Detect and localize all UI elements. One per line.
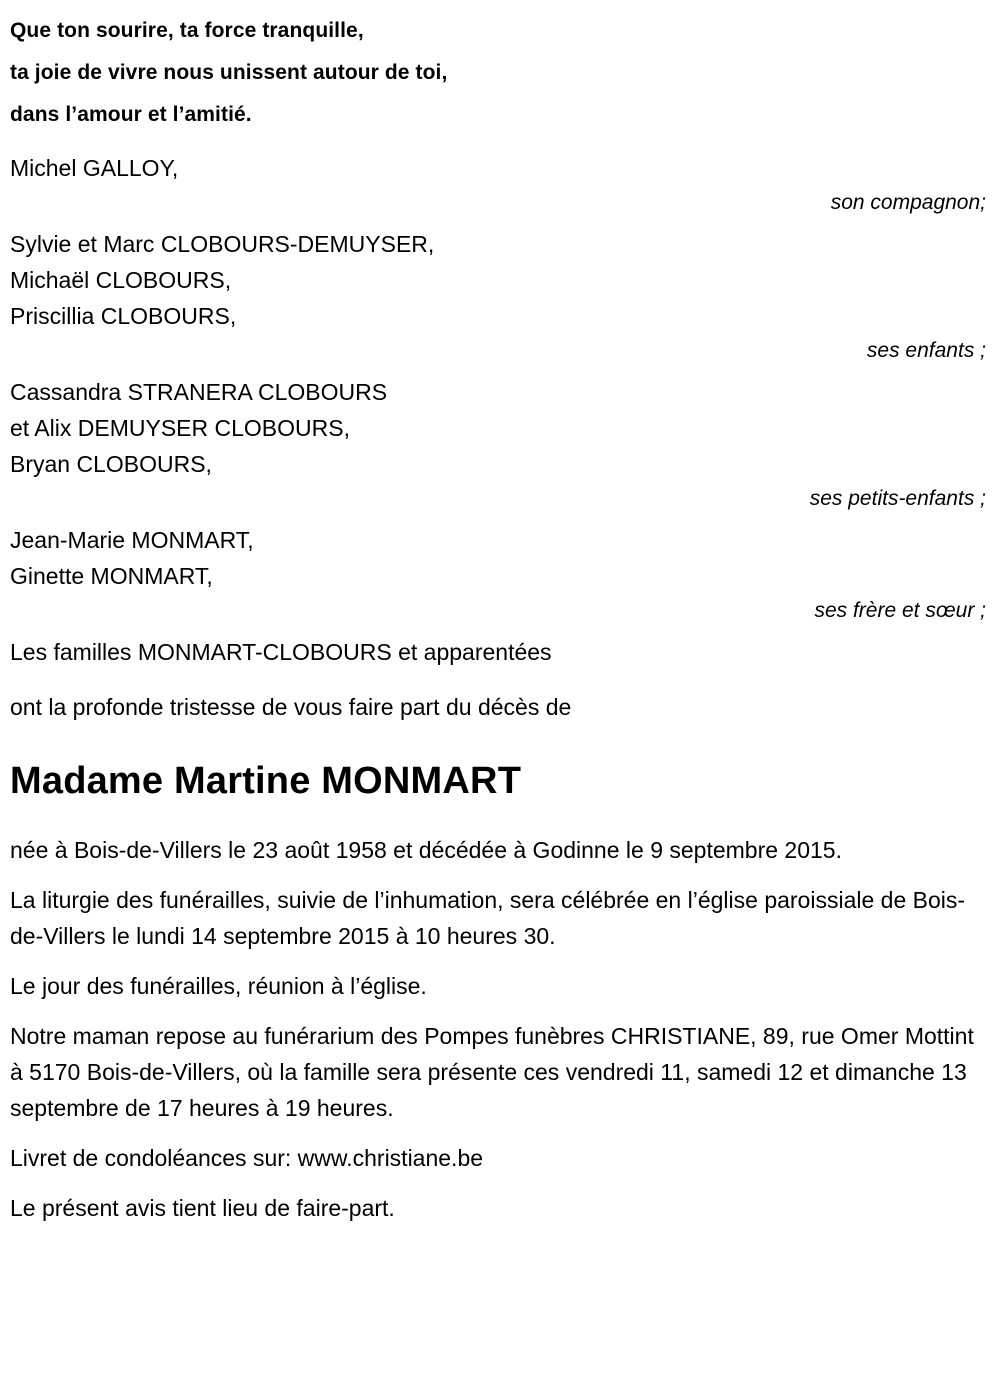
details-block <box>10 832 992 1226</box>
family-group <box>10 226 992 368</box>
relation-label: son compagnon; <box>830 191 986 214</box>
epigraph-line-2: ta joie de vivre nous unissent autour de toi, <box>10 61 448 84</box>
family-name: Cassandra STRANERA CLOBOURS <box>10 379 388 405</box>
family-name: Michel GALLOY, <box>10 155 179 181</box>
family-group <box>10 150 992 220</box>
relation-label: ses enfants ; <box>866 339 986 362</box>
announcement-lead-in: ont la profonde tristesse de vous faire part du décès de <box>10 694 572 720</box>
family-name: Bryan CLOBOURS, <box>10 451 212 477</box>
family-group <box>10 634 992 670</box>
faire-part-notice: Le présent avis tient lieu de faire-part. <box>10 1195 395 1221</box>
epigraph-block <box>10 10 992 136</box>
epigraph-line-1: Que ton sourire, ta force tranquille, <box>10 19 364 42</box>
family-name: Sylvie et Marc CLOBOURS-DEMUYSER, <box>10 231 435 257</box>
family-name: Priscillia CLOBOURS, <box>10 303 237 329</box>
birth-death-paragraph: née à Bois-de-Villers le 23 août 1958 et décédée à Godinne le 9 septembre 2015. <box>10 837 842 863</box>
condolences-link-paragraph[interactable]: Livret de condoléances sur: www.christiane.be <box>10 1145 484 1171</box>
family-name: Michaël CLOBOURS, <box>10 267 232 293</box>
family-group <box>10 522 992 628</box>
family-name: Jean-Marie MONMART, <box>10 527 254 553</box>
epigraph-line-3: dans l’amour et l’amitié. <box>10 103 252 126</box>
funerarium-paragraph: Notre maman repose au funérarium des Pompes funèbres CHRISTIANE, 89, rue Omer Mottint à 5170 Bois-de-Villers, où la famille sera présente ces vendredi 11, samedi 12 et dimanche 13 septembre de 17 heures à 19 heures. <box>10 1023 981 1121</box>
family-listing <box>10 150 992 670</box>
gathering-paragraph: Le jour des funérailles, réunion à l’église. <box>10 973 427 999</box>
family-name: et Alix DEMUYSER CLOBOURS, <box>10 415 350 441</box>
relation-label: ses petits-enfants ; <box>809 487 986 510</box>
family-name: Les familles MONMART-CLOBOURS et apparentées <box>10 639 552 665</box>
family-name: Ginette MONMART, <box>10 563 213 589</box>
deceased-name: Madame Martine MONMART <box>10 760 522 802</box>
family-group <box>10 374 992 516</box>
liturgy-paragraph: La liturgie des funérailles, suivie de l’inhumation, sera célébrée en l’église paroissiale de Bois-de-Villers le lundi 14 septembre 2015 à 10 heures 30. <box>10 887 966 949</box>
relation-label: ses frère et sœur ; <box>814 599 986 622</box>
